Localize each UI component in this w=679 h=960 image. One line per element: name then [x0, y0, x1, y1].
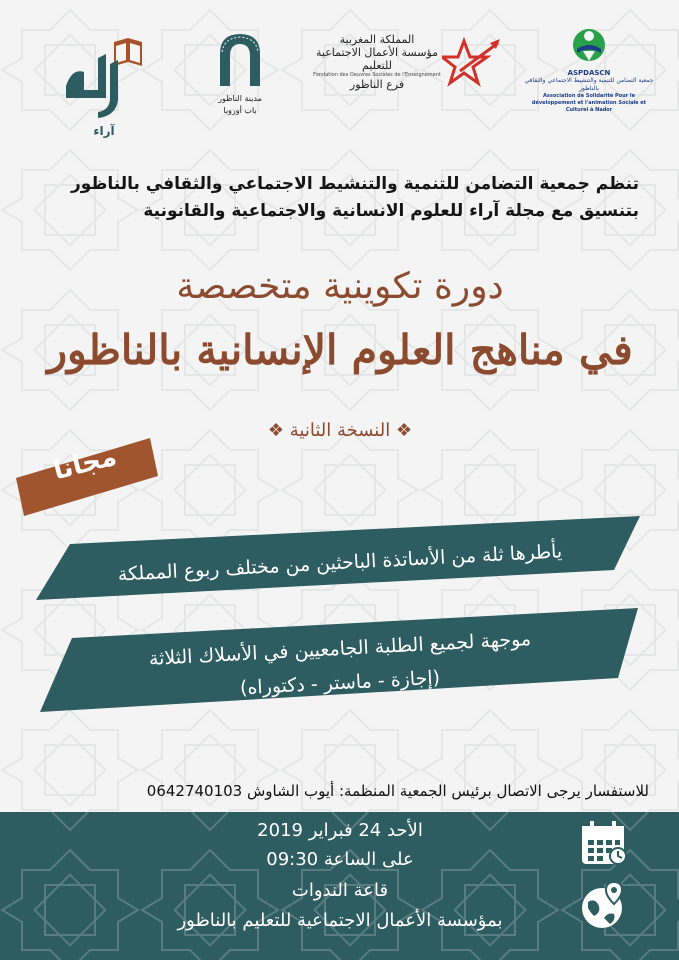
- open-book-icon: [58, 28, 150, 123]
- free-badge-label: مجانا: [50, 441, 120, 487]
- ministry-star-logo: [442, 35, 502, 91]
- star-arrow-icon: [442, 35, 502, 91]
- ministry-line-4: فرع الناظور: [349, 78, 405, 91]
- event-date: الأحد 24 فبراير 2019: [257, 820, 423, 841]
- banner-first-text: يأطرها ثلة من الأساتذة الباحثين من مختلف ربوع المملكة: [117, 540, 563, 586]
- ministry-line-3: Fondation des Oeuvres Sociales de l'Enseignement: [313, 72, 441, 78]
- course-subtitle: في مناهج العلوم الإنسانية بالناظور: [47, 326, 633, 374]
- araa-wordmark: آراء: [93, 124, 115, 138]
- calendar-icon: [578, 818, 628, 868]
- association-french: Association de Solidarité Pour le développement et l'animation Sociale et Culturel à Nador: [531, 93, 647, 113]
- gate-arch-icon: [216, 30, 264, 88]
- city-caption-2: باب أوروبا: [223, 106, 257, 115]
- banners-shapes: [0, 500, 679, 740]
- association-arabic: جمعية التضامن للتنمية والتنشيط الاجتماعي والثقافي بالناظور: [524, 77, 654, 92]
- ministry-line-2: مؤسسة الأعمال الاجتماعية للتعليم: [315, 46, 439, 72]
- city-caption-1: مدينة الناظور: [218, 94, 262, 103]
- ornament-right-icon: ❖: [267, 420, 290, 441]
- event-venue: بمؤسسة الأعمال الاجتماعية للتعليم بالناظور: [177, 910, 503, 931]
- globe-location-icon: [578, 878, 630, 930]
- organizer-line-1: تنظم جمعية التضامن للتنمية والتنشيط الاجتماعي والثقافي بالناظور: [70, 174, 639, 194]
- nador-city-logo: [212, 30, 268, 122]
- person-emblem-icon: [571, 25, 607, 65]
- association-logo: [521, 25, 657, 114]
- edition-label: [200, 420, 480, 441]
- ministry-line-1: المملكة المغربية: [339, 33, 415, 46]
- ministry-logo: [304, 33, 450, 91]
- contact-line: للاستفسار يرجى الاتصال برئيس الجمعية المنظمة: أيوب الشاوش 0642740103: [146, 782, 649, 800]
- ornament-left-icon: ❖: [390, 420, 413, 441]
- course-title: دورة تكوينية متخصصة: [176, 266, 504, 307]
- event-time: على الساعة 09:30: [266, 849, 414, 870]
- organizer-line-2: بتنسيق مع مجلة آراء للعلوم الانسانية والاجتماعية والقانونية: [143, 201, 639, 221]
- araa-journal-logo: [58, 28, 150, 123]
- banner-second-line-1: موجهة لجميع الطلبة الجامعيين في الأسلاك الثلاثة: [148, 628, 532, 670]
- event-hall: قاعة الندوات: [291, 880, 389, 901]
- banner-second-line-2: (إجازة - ماستر - دكتوراه): [239, 666, 441, 700]
- edition-text: النسخة الثانية: [289, 420, 391, 441]
- association-abbr: ASPDASCN: [567, 69, 611, 77]
